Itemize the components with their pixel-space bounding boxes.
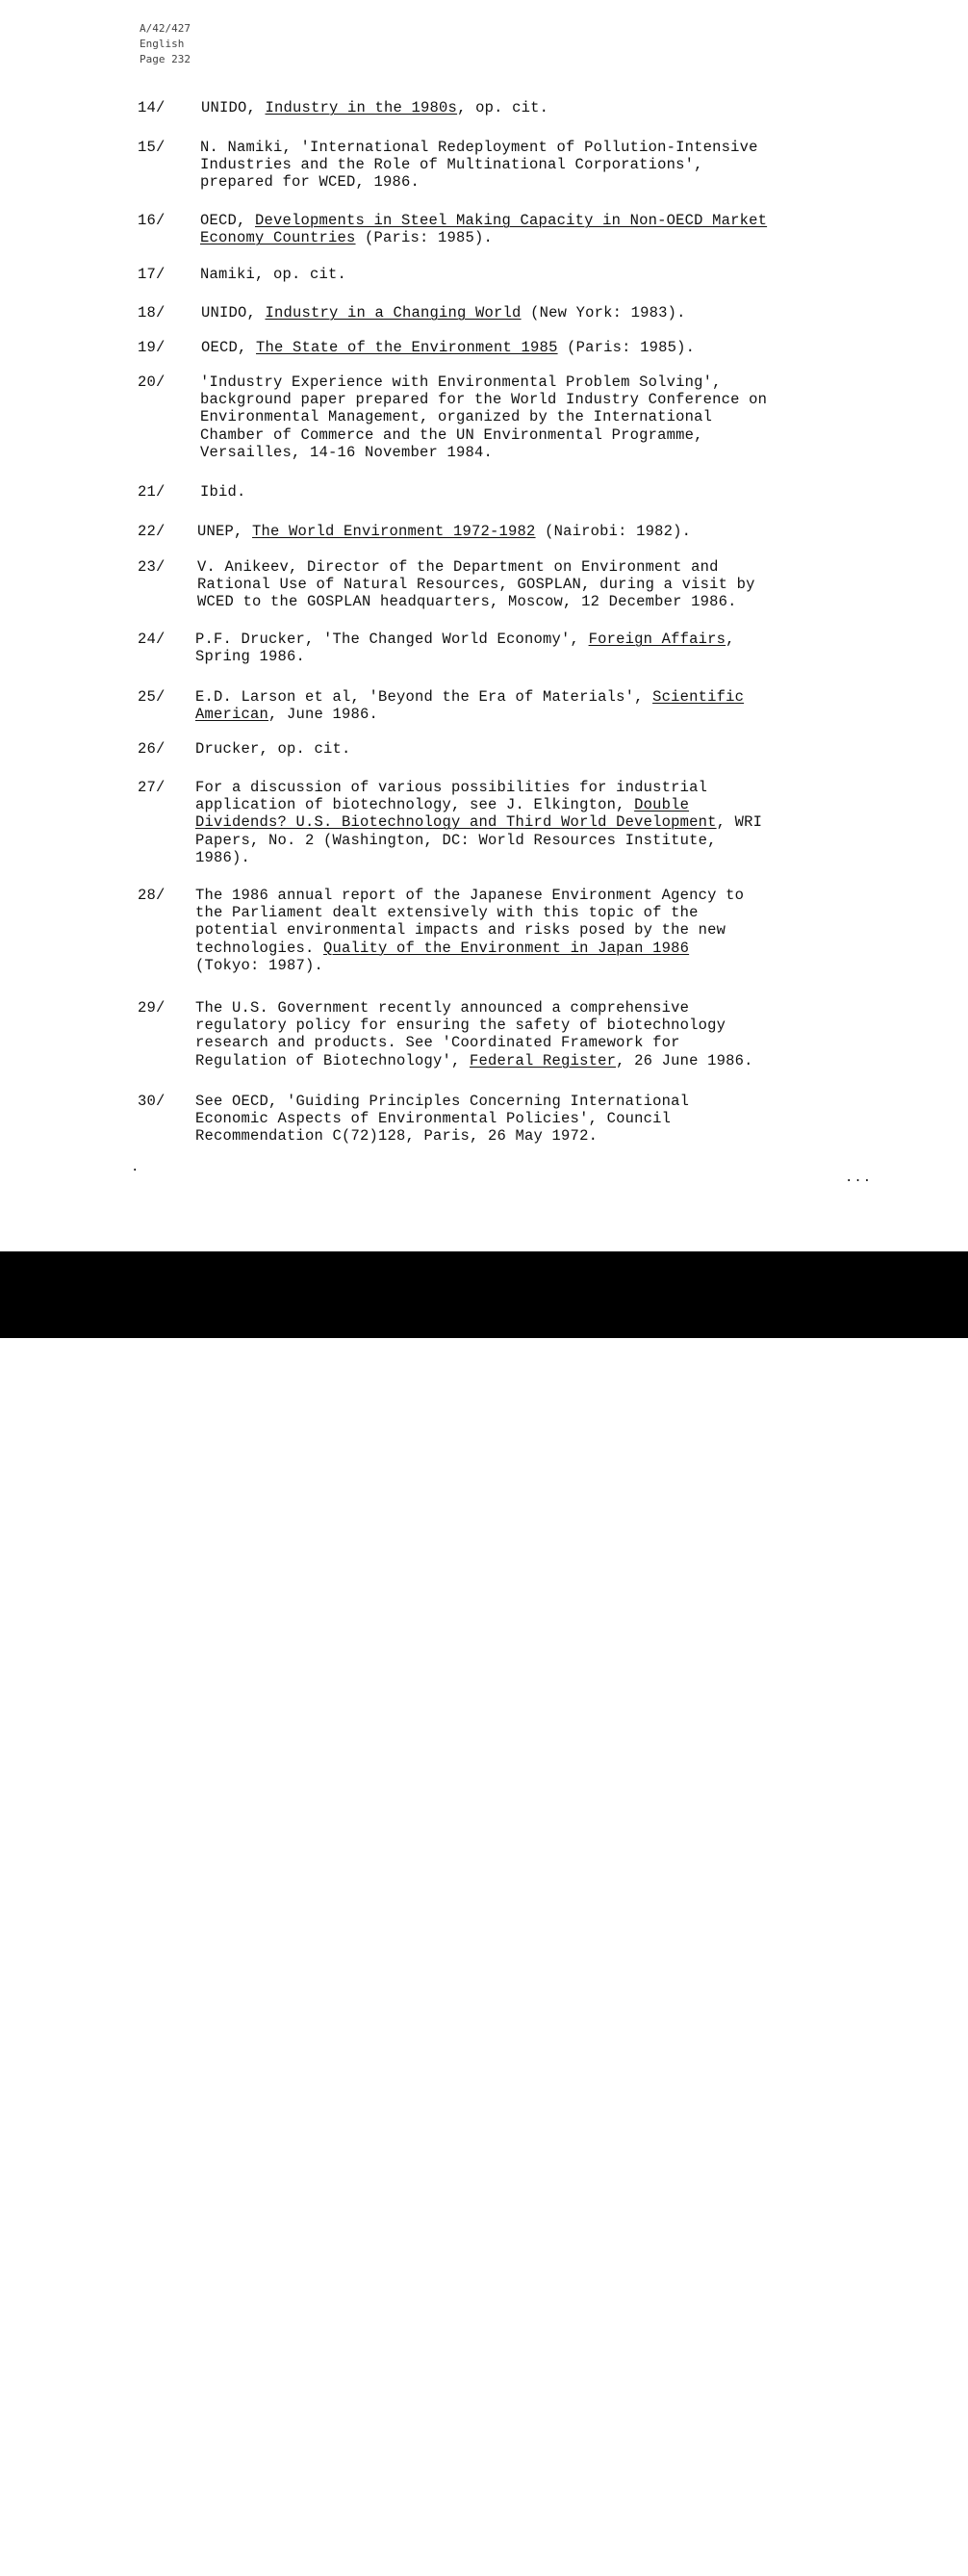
footnote-text: N. Namiki, 'International Redeployment of Pollution-Intensive	[200, 139, 758, 156]
document-language: English	[140, 38, 185, 50]
underlined-title: Scientific	[652, 688, 745, 706]
footnote-line	[195, 1110, 671, 1127]
footnote-number: 17/	[138, 266, 166, 283]
footnote-number: 30/	[138, 1093, 166, 1110]
footnote-line	[200, 173, 420, 191]
footnote-text: 'Industry Experience with Environmental Problem Solving',	[200, 374, 722, 391]
footnote-line	[195, 1093, 689, 1110]
footnote-line	[195, 1034, 680, 1051]
footnote-number: 28/	[138, 887, 166, 904]
footnote-line	[195, 832, 717, 849]
footnote-text: UNIDO,	[201, 99, 266, 116]
page-number: Page 232	[140, 53, 191, 65]
stock-image-id: P2DY2E	[837, 2518, 889, 2534]
footnote-line	[201, 99, 548, 116]
footnote-text: , 26 June 1986.	[616, 1051, 753, 1069]
footnote-text: background paper prepared for the World Industry Conference on	[200, 391, 768, 409]
footnote-line	[195, 631, 735, 648]
footnote-text: Versailles, 14-16 November 1984.	[200, 443, 494, 461]
underlined-title: Federal Register	[470, 1051, 617, 1069]
footnote-line	[195, 904, 699, 921]
footnote-line	[195, 740, 351, 758]
document-page	[0, 0, 968, 1251]
footnote-line	[200, 139, 758, 156]
footnote-line	[197, 593, 737, 610]
footnote-line	[200, 156, 703, 173]
footnote-line	[195, 921, 726, 939]
footnote-number: 29/	[138, 999, 166, 1017]
footnote-text: (Nairobi: 1982).	[535, 523, 692, 540]
footnote-text: the Parliament dealt extensively with this topic of the	[195, 904, 699, 922]
footnote-line	[195, 706, 378, 723]
footnote-line	[195, 648, 305, 665]
watermark-banner	[0, 1251, 968, 2576]
footnote-line	[195, 999, 689, 1017]
footnote-line	[201, 339, 695, 356]
footnote-text: (Tokyo: 1987).	[195, 956, 324, 974]
footnote-line	[197, 558, 719, 576]
footnote-text: See OECD, 'Guiding Principles Concerning International	[195, 1093, 690, 1110]
footnote-text: Ibid.	[200, 483, 246, 501]
footnote-text: The U.S. Government recently announced a comprehensive	[195, 999, 690, 1017]
underlined-title: Developments in Steel Making Capacity in Non-OECD Market	[255, 212, 768, 229]
underlined-title: American	[195, 706, 269, 724]
footnote-text: Recommendation C(72)128, Paris, 26 May 1972.	[195, 1127, 599, 1146]
footnote-text: regulatory policy for ensuring the safety of biotechnology	[195, 1017, 726, 1035]
footnote-line	[195, 1017, 726, 1034]
footnote-text: Papers, No. 2 (Washington, DC: World Resources Institute,	[195, 831, 717, 849]
footnote-number: 24/	[138, 631, 166, 648]
footnote-line	[200, 426, 703, 444]
underlined-title: The World Environment 1972-1982	[252, 523, 536, 540]
footnote-text: (Paris: 1985).	[355, 229, 494, 247]
footnote-number: 21/	[138, 483, 166, 501]
footnote-text: (New York: 1983).	[521, 304, 686, 322]
footnote-line	[200, 266, 346, 283]
footnote-text: Drucker, op. cit.	[195, 740, 351, 758]
footnote-number: 14/	[138, 99, 166, 116]
footnote-text: ,	[726, 631, 735, 648]
footnote-number: 20/	[138, 374, 166, 391]
underlined-title: Economy Countries	[200, 229, 356, 247]
footnote-line	[200, 483, 246, 501]
footnote-text: (Paris: 1985).	[557, 339, 696, 356]
footnote-text: prepared for WCED, 1986.	[200, 173, 420, 192]
underlined-title: Double	[634, 796, 690, 814]
footnote-text: P.F. Drucker, 'The Changed World Economy',	[195, 631, 589, 648]
footnote-text: Economic Aspects of Environmental Policies', Council	[195, 1110, 672, 1128]
footnote-line	[195, 1052, 753, 1069]
footnote-line	[195, 796, 689, 813]
document-symbol: A/42/427	[140, 22, 191, 35]
footnote-number: 22/	[138, 523, 166, 540]
footnote-text: potential environmental impacts and risks posed by the new	[195, 921, 726, 940]
underlined-title: Dividends? U.S. Biotechnology and Third World Development	[195, 813, 717, 832]
footnote-line	[200, 391, 767, 408]
footnote-number: 27/	[138, 779, 166, 796]
footnote-line	[200, 374, 722, 391]
footnote-text: Regulation of Biotechnology',	[195, 1051, 471, 1069]
footnote-number: 15/	[138, 139, 166, 156]
footnote-line	[195, 849, 250, 866]
footnote-line	[195, 887, 744, 904]
footnote-number: 26/	[138, 740, 166, 758]
footnote-text: The 1986 annual report of the Japanese Environment Agency to	[195, 887, 745, 904]
footnote-text: UNEP,	[197, 523, 253, 540]
footnote-text: , WRI	[716, 813, 763, 832]
underlined-title: Industry in a Changing World	[265, 304, 522, 322]
underlined-title: The State of the Environment 1985	[256, 339, 558, 356]
underlined-title: Quality of the Environment in Japan 1986	[323, 939, 690, 957]
footnote-text: WCED to the GOSPLAN headquarters, Moscow, 12 December 1986.	[197, 593, 737, 611]
footnote-text: V. Anikeev, Director of the Department on Environment and	[197, 558, 719, 576]
footnote-text: Rational Use of Natural Resources, GOSPLAN, during a visit by	[197, 576, 755, 594]
footnote-line	[200, 444, 493, 461]
footnote-text: For a discussion of various possibilities for industrial	[195, 779, 708, 796]
footnote-number: 18/	[138, 304, 166, 322]
footnote-line	[195, 940, 689, 957]
footnote-text: 1986).	[195, 848, 251, 866]
site-url: www.alamy.com	[815, 2558, 912, 2573]
footnote-text: Namiki, op. cit.	[200, 266, 347, 283]
alamy-logo: alamy	[23, 2518, 189, 2576]
stray-mark: .	[131, 1160, 140, 1175]
footnote-text: research and products. See 'Coordinated Framework for	[195, 1034, 680, 1052]
footnote-line	[195, 779, 707, 796]
footnote-number: 19/	[138, 339, 166, 356]
footnote-text: OECD,	[201, 339, 257, 356]
footnote-text: Industries and the Role of Multinational Corporations',	[200, 156, 703, 174]
footnote-text: Environmental Management, organized by the International	[200, 408, 713, 426]
footnote-line	[200, 212, 767, 229]
footnote-text: Spring 1986.	[195, 648, 306, 666]
footnote-line	[200, 229, 493, 246]
footnote-number: 23/	[138, 558, 166, 576]
continuation-marker: ...	[845, 1171, 873, 1186]
footnote-number: 16/	[138, 212, 166, 229]
document-header	[140, 21, 191, 67]
footnote-text: E.D. Larson et al, 'Beyond the Era of Materials',	[195, 688, 653, 706]
footnote-number: 25/	[138, 688, 166, 706]
footnote-line	[200, 408, 712, 425]
footnote-text: technologies.	[195, 939, 324, 957]
footnote-line	[195, 1127, 598, 1145]
footnote-text: UNIDO,	[201, 304, 266, 322]
footnote-text: OECD,	[200, 212, 256, 229]
footnote-text: application of biotechnology, see J. Elkington,	[195, 796, 635, 814]
footnote-line	[195, 688, 744, 706]
footnote-text: , op. cit.	[457, 99, 549, 116]
footnote-text: , June 1986.	[268, 706, 379, 724]
footnote-line	[195, 813, 762, 831]
underlined-title: Industry in the 1980s	[265, 99, 458, 116]
underlined-title: Foreign Affairs	[588, 631, 726, 648]
footnote-line	[197, 523, 691, 540]
footnote-line	[201, 304, 686, 322]
footnote-line	[195, 957, 323, 974]
footnote-line	[197, 576, 755, 593]
footnote-text: Chamber of Commerce and the UN Environmental Programme,	[200, 425, 703, 444]
